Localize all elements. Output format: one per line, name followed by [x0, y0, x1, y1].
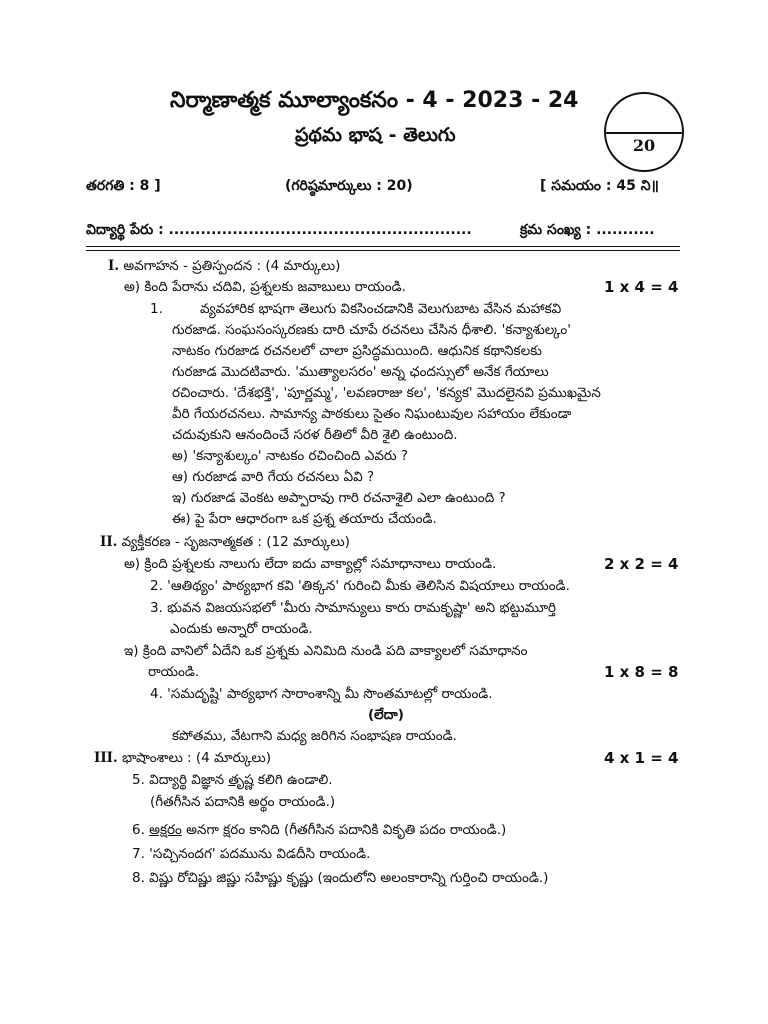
- exam-title: నిర్మాణాత్మక మూల్యాంకనం - 4 - 2023 - 24: [170, 88, 579, 113]
- passage-question: అ) 'కన్యాశుల్కం' నాటకం రచించింది ఎవరు ?: [172, 448, 409, 464]
- question-1-number: 1.: [150, 301, 163, 317]
- section-2-numeral: II.: [100, 534, 118, 550]
- class-label: తరగతి : 8 ]: [86, 178, 161, 194]
- divider-bottom: [86, 250, 680, 251]
- section-2-part-b: ఇ) క్రింది వానిలో ఏదేని ఒక ప్రశ్నకు ఎనిమిది నుండి పది వాక్యాలలో సమాధానం: [124, 643, 528, 659]
- passage-line: గురజాడ. సంఘసంస్కరణకు దారి చూపే రచనలు చేసిన ధీశాలి. 'కన్యాశుల్కం': [172, 322, 571, 338]
- exam-subtitle: ప్రథమ భాష - తెలుగు: [295, 124, 456, 146]
- section-2-part-a-marks: 2 x 2 = 4: [604, 555, 679, 573]
- section-2-heading: వ్యక్తీకరణ - సృజనాత్మకత : (12 మార్కులు): [121, 534, 350, 550]
- section-1-marks: 1 x 4 = 4: [604, 278, 679, 296]
- passage-line: రచించారు. 'దేశభక్తి', 'పూర్ణమ్మ', 'లవణరాజు కల', 'కన్యక' మొదలైనవి ప్రముఖమైన: [172, 385, 601, 401]
- question-4-alternative: కపోతము, వేటగాని మధ్య జరిగిన సంభాషణ రాయండి.: [172, 728, 457, 744]
- time-label: [ సమయం : 45 ని॥: [540, 178, 659, 194]
- score-total: 20: [632, 136, 656, 155]
- question-6-underlined-word: అక్షరం: [149, 822, 182, 838]
- section-3-marks: 4 x 1 = 4: [604, 749, 679, 767]
- max-marks: (గరిష్ఠమార్కులు : 20): [285, 178, 413, 194]
- passage-line: నాటకం గురజాడ రచనలలో చాలా ప్రసిద్ధమయింది. ఆధునిక కథానికలకు: [172, 343, 542, 359]
- passage-line: వీరి గేయరచనలు. సామాన్య పాఠకులు సైతం నిఘంటువుల సహాయం లేకుండా: [172, 406, 572, 422]
- question-2: 2. 'ఆతిథ్యం' పాఠ్యభాగ కవి 'తిక్కన' గురించి మీకు తెలిసిన విషయాలు రాయండి.: [150, 578, 570, 594]
- section-1-numeral: I.: [108, 258, 120, 274]
- score-divider: [606, 132, 682, 134]
- passage-question: ఇ) గురజాడ వెంకట అప్పారావు గారి రచనాశైలి ఎలా ఉంటుంది ?: [172, 490, 506, 506]
- section-2-part-b-marks: 1 x 8 = 8: [604, 663, 679, 681]
- or-label: (లేదా): [368, 707, 404, 723]
- section-3-numeral: III.: [94, 750, 118, 766]
- question-6-number: 6.: [132, 822, 150, 838]
- passage-line: వ్యవహారిక భాషగా తెలుగు వికసించడానికి వెలుగుబాట వేసిన మహాకవి: [200, 301, 562, 317]
- question-7: 7. 'సచ్చినందగ' పదమును విడదీసి రాయండి.: [132, 846, 371, 862]
- question-6-text: అనగా క్షరం కానిది (గీతగీసిన పదానికి వికృతి పదం రాయండి.): [181, 822, 507, 838]
- question-5-note: (గీతగీసిన పదానికి అర్థం రాయండి.): [150, 794, 336, 810]
- question-6: [132, 822, 506, 841]
- question-5-underlined-word: తృష్ణ: [228, 772, 254, 788]
- question-4: 4. 'సమదృష్టి' పాఠ్యభాగ సారాంశాన్ని మీ సొంతమాటల్లో రాయండి.: [150, 686, 493, 702]
- section-1-instruction: అ) కింది పేరాను చదివి, ప్రశ్నలకు జవాబులు రాయండి.: [124, 279, 406, 295]
- passage-line: గురజాడ మొదటివారు. 'ముత్యాలసరం' అన్న ఛందస్సులో అనేక గేయాలు: [172, 364, 549, 380]
- question-8: 8. విష్ణు రోచిష్ణు జిష్ణు సహిష్ణు కృష్ణు (ఇందులోని అలంకారాన్ని గుర్తించి రాయండి.): [132, 870, 549, 886]
- score-circle: [604, 92, 684, 172]
- student-name-field: విద్యార్థి పేరు : .........................................................: [86, 222, 472, 238]
- section-3-heading: భాషాంశాలు : (4 మార్కులు): [121, 750, 271, 766]
- section-2-part-b-cont: రాయండి.: [148, 664, 200, 680]
- divider-top: [86, 246, 680, 247]
- section-2-part-a: అ) క్రింది ప్రశ్నలకు నాలుగు లేదా ఐదు వాక్యాల్లో సమాధానాలు రాయండి.: [124, 556, 497, 572]
- question-5: [132, 772, 333, 791]
- passage-line: చదువుకుని ఆనందించే సరళ రీతిలో వీరి శైలి ఉంటుంది.: [172, 427, 458, 443]
- passage-question: ఆ) గురజాడ వారి గేయ రచనలు ఏవి ?: [172, 469, 375, 485]
- question-3: 3. భువన విజయసభలో 'మీరు సామాన్యులు కారు రామకృష్ణా' అని భట్టుమూర్తి: [150, 600, 556, 616]
- question-5-text: 5. విద్యార్థి విజ్ఞాన: [132, 772, 229, 788]
- question-5-text-end: కలిగి ఉండాలి.: [253, 772, 333, 788]
- section-1-heading: అవగాహన - ప్రతిస్పందన : (4 మార్కులు): [123, 258, 341, 274]
- passage-question: ఈ) పై పేరా ఆధారంగా ఒక ప్రశ్న తయారు చేయండి.: [172, 511, 437, 527]
- question-3-cont: ఎందుకు అన్నారో రాయండి.: [170, 621, 313, 637]
- roll-number-field: క్రమ సంఖ్య : ...........: [520, 222, 655, 238]
